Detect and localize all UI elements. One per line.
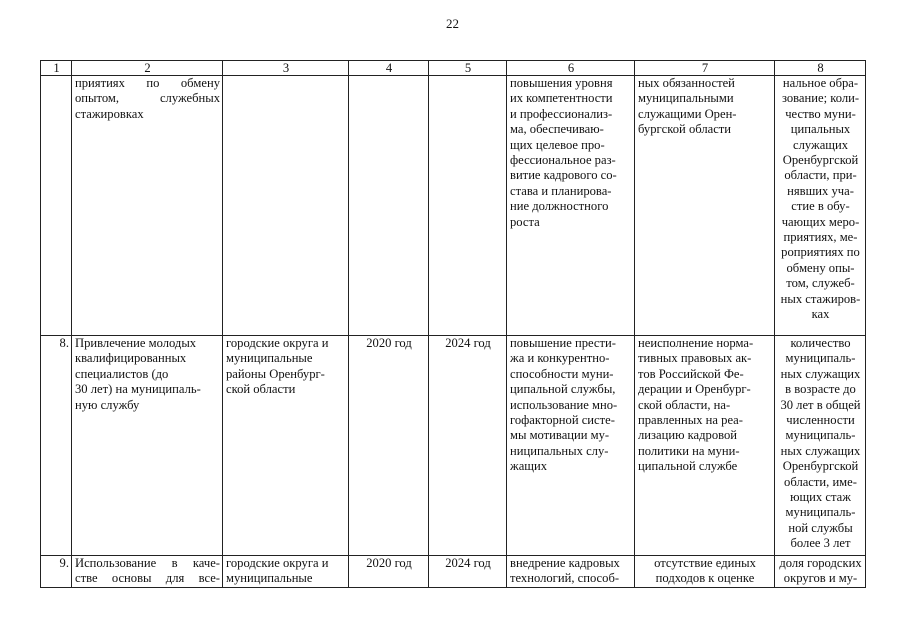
cell-line: тивных правовых ак- (638, 351, 752, 366)
cell-line: бургской области (638, 122, 732, 137)
cell-line: жа и конкурентно- (510, 351, 610, 366)
indicator-cell (775, 76, 866, 336)
cell-line: муниципальные (226, 351, 313, 366)
cell-line: мы мотивации му- (510, 428, 610, 443)
end-year-cell: 2024 год (429, 336, 507, 556)
column-number-header (41, 61, 866, 76)
column-header: 3 (223, 61, 349, 76)
cell-line: стве основы для все- (75, 571, 220, 586)
cell-line: ных стажиров- (780, 291, 861, 306)
cell-line: области, при- (784, 168, 857, 183)
cell-line: ющих стаж (790, 490, 851, 505)
row-number: 8. (41, 336, 72, 556)
cell-line: количество (790, 336, 851, 350)
start-year-cell: 2020 год (349, 556, 429, 588)
cell-line: их компетентности (510, 91, 613, 106)
cell-line: ской области (226, 382, 296, 397)
consequences-cell (635, 556, 775, 588)
indicator-cell (775, 556, 866, 588)
cell-line: стие в обу- (791, 199, 850, 214)
executor-cell (223, 556, 349, 588)
cell-line: тов Российской Фе- (638, 366, 744, 381)
column-header: 7 (635, 61, 775, 76)
cell-line: ской области, на- (638, 397, 731, 412)
column-header: 5 (429, 61, 507, 76)
cell-line: приятиях по обмену (75, 76, 220, 90)
cell-line: Использование в каче- (75, 556, 220, 570)
cell-line: повышение прести- (510, 336, 616, 350)
cell-line: роприятиях по (781, 245, 860, 260)
cell-line: чество муни- (785, 106, 856, 121)
measure-name-cell (72, 336, 223, 556)
cell-line: опытом, служебных (75, 91, 220, 106)
cell-line: става и планирова- (510, 183, 612, 198)
cell-line: повышения уровня (510, 76, 613, 90)
consequences-cell (635, 336, 775, 556)
page-number: 22 (446, 16, 459, 31)
cell-line: в возрасте до (785, 382, 856, 397)
measures-table (40, 60, 866, 588)
measure-name-cell (72, 76, 223, 336)
start-year-cell: 2020 год (349, 336, 429, 556)
cell-line: гофакторной систе- (510, 413, 615, 428)
cell-line: области, име- (784, 474, 857, 489)
measure-name-cell (72, 556, 223, 588)
cell-line: муниципаль- (785, 351, 856, 366)
cell-line: квалифицированных (75, 351, 187, 366)
cell-line: роста (510, 214, 540, 229)
cell-line: подходов к оценке (655, 571, 755, 586)
expected-result-cell (507, 556, 635, 588)
cell-line: муниципальными (638, 91, 734, 106)
cell-line: муниципаль- (785, 428, 856, 443)
cell-line: ципальной службе (638, 459, 738, 474)
cell-line: и профессионализ- (510, 106, 613, 121)
cell-line: ной службы (788, 520, 853, 535)
cell-line: использование мно- (510, 397, 618, 412)
table-row (41, 336, 866, 556)
cell-line: стажировках (75, 106, 144, 121)
consequences-cell (635, 76, 775, 336)
expected-result-cell (507, 76, 635, 336)
cell-line: Оренбургской (782, 153, 859, 168)
cell-line: специалистов (до (75, 366, 169, 381)
cell-line: правленных на реа- (638, 413, 743, 428)
cell-line: политики на муни- (638, 443, 740, 458)
column-header: 4 (349, 61, 429, 76)
cell-line: городские округа и (226, 556, 329, 570)
column-header: 8 (775, 61, 866, 76)
executor-cell (223, 336, 349, 556)
end-year-cell (429, 76, 507, 336)
cell-line: служащих (792, 137, 849, 152)
cell-line: ма, обеспечиваю- (510, 122, 604, 137)
cell-line: обмену опы- (786, 260, 855, 275)
cell-line: чающих меро- (781, 214, 860, 229)
end-year-cell: 2024 год (429, 556, 507, 588)
cell-line: ных служащих (780, 443, 861, 458)
cell-line: ную службу (75, 397, 140, 412)
cell-line: приятиях, ме- (783, 230, 858, 245)
cell-line: 30 лет) на муниципаль- (75, 382, 201, 397)
cell-line: Привлечение молодых (75, 336, 197, 350)
cell-line: численности (786, 413, 855, 428)
row-number: 9. (41, 556, 72, 588)
cell-line: технологий, способ- (510, 571, 620, 586)
cell-line: щих целевое про- (510, 137, 605, 152)
cell-line: лизацию кадровой (638, 428, 738, 443)
cell-line: витие кадрового со- (510, 168, 617, 183)
column-header: 6 (507, 61, 635, 76)
cell-line: городские округа и (226, 336, 329, 350)
cell-line: ципальных (790, 122, 851, 137)
table-row (41, 76, 866, 336)
cell-line: муниципаль- (785, 505, 856, 520)
cell-line: том, служеб- (786, 276, 855, 291)
row-number (41, 76, 72, 336)
cell-line: нявших уча- (787, 183, 854, 198)
cell-line: более 3 лет (790, 536, 851, 551)
cell-line: способности муни- (510, 366, 614, 381)
cell-line: Оренбургской (782, 459, 859, 474)
cell-line: ных обязанностей (638, 76, 735, 90)
cell-line: зование; коли- (781, 91, 860, 106)
cell-line: неисполнение норма- (638, 336, 754, 350)
cell-line: служащими Орен- (638, 106, 737, 121)
cell-line: доля городских (779, 556, 862, 570)
cell-line: дерации и Оренбург- (638, 382, 751, 397)
cell-line: ципальной службы, (510, 382, 616, 397)
table-row (41, 556, 866, 588)
start-year-cell (349, 76, 429, 336)
cell-line: муниципальные (226, 571, 313, 586)
cell-line: ние должностного (510, 199, 609, 214)
cell-line: округов и му- (783, 571, 858, 586)
cell-line: 30 лет в общей (780, 397, 861, 412)
column-header: 2 (72, 61, 223, 76)
cell-line: нальное обра- (782, 76, 859, 90)
expected-result-cell (507, 336, 635, 556)
cell-line: ных служащих (780, 366, 861, 381)
cell-line: районы Оренбург- (226, 366, 325, 381)
cell-line: ниципальных слу- (510, 443, 609, 458)
indicator-cell (775, 336, 866, 556)
column-header: 1 (41, 61, 72, 76)
cell-line: внедрение кадровых (510, 556, 620, 570)
cell-line: ках (811, 307, 830, 322)
executor-cell (223, 76, 349, 336)
cell-line: отсутствие единых (654, 556, 756, 570)
cell-line: фессиональное раз- (510, 153, 616, 168)
cell-line: жащих (510, 459, 548, 474)
